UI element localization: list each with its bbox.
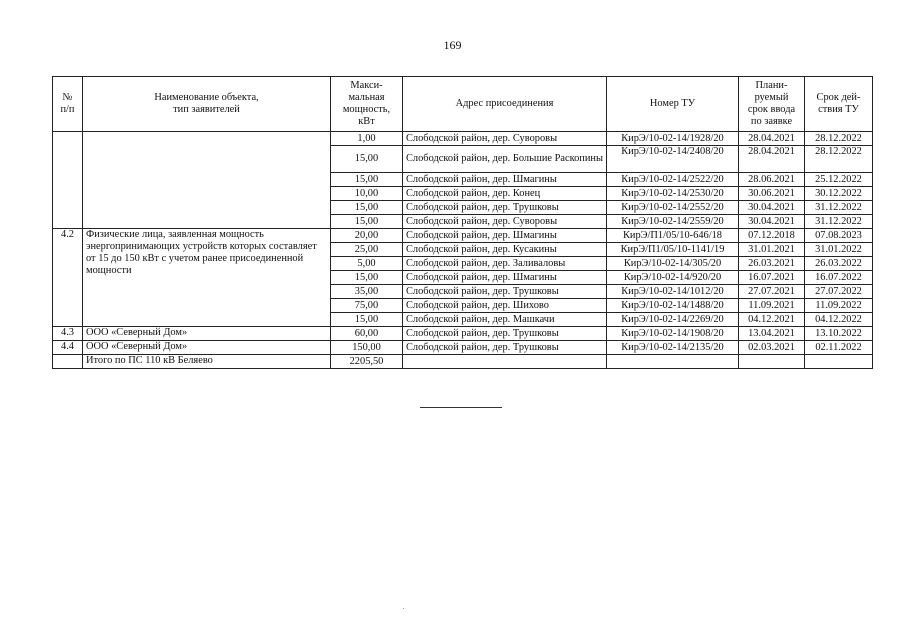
row-num-cell: 4.3 xyxy=(53,327,83,341)
power-cell: 15,00 xyxy=(331,215,403,229)
planned-date-cell: 30.04.2021 xyxy=(739,201,805,215)
tu-number-cell: КирЭ/10-02-14/2559/20 xyxy=(607,215,739,229)
header-planned-date: Плани- руемый срок ввода по заявке xyxy=(739,77,805,132)
validity-cell: 28.12.2022 xyxy=(805,146,873,173)
total-num-cell xyxy=(53,355,83,369)
address-cell: Слободской район, дер. Заливаловы xyxy=(403,257,607,271)
validity-cell: 26.03.2022 xyxy=(805,257,873,271)
page-number: 169 xyxy=(443,38,462,52)
validity-cell: 25.12.2022 xyxy=(805,173,873,187)
planned-date-cell: 07.12.2018 xyxy=(739,229,805,243)
total-validity-cell xyxy=(805,355,873,369)
row-num-cell: 4.2 xyxy=(53,229,83,327)
address-cell: Слободской район, дер. Большие Раскопины xyxy=(403,146,607,173)
validity-cell: 31.12.2022 xyxy=(805,215,873,229)
planned-date-cell: 27.07.2021 xyxy=(739,285,805,299)
address-cell: Слободской район, дер. Суворовы xyxy=(403,215,607,229)
address-cell: Слободской район, дер. Кусакины xyxy=(403,243,607,257)
power-cell: 15,00 xyxy=(331,173,403,187)
planned-date-cell: 16.07.2021 xyxy=(739,271,805,285)
validity-cell: 16.07.2022 xyxy=(805,271,873,285)
header-validity: Срок дей- ствия ТУ xyxy=(805,77,873,132)
power-cell: 25,00 xyxy=(331,243,403,257)
power-cell: 150,00 xyxy=(331,341,403,355)
tu-number-cell: КирЭ/П1/05/10-1141/19 xyxy=(607,243,739,257)
power-cell: 10,00 xyxy=(331,187,403,201)
power-cell: 60,00 xyxy=(331,327,403,341)
table-header-row xyxy=(53,77,873,132)
power-cell: 15,00 xyxy=(331,201,403,215)
address-cell: Слободской район, дер. Суворовы xyxy=(403,132,607,146)
power-cell: 5,00 xyxy=(331,257,403,271)
tu-number-cell: КирЭ/10-02-14/1012/20 xyxy=(607,285,739,299)
planned-date-cell: 28.04.2021 xyxy=(739,146,805,173)
tu-number-cell: КирЭ/10-02-14/2552/20 xyxy=(607,201,739,215)
power-cell: 15,00 xyxy=(331,146,403,173)
total-tu-cell xyxy=(607,355,739,369)
total-power: 2205,50 xyxy=(331,355,403,369)
tu-number-cell: КирЭ/10-02-14/2135/20 xyxy=(607,341,739,355)
header-tu-number: Номер ТУ xyxy=(607,77,739,132)
total-planned-cell xyxy=(739,355,805,369)
header-name: Наименование объекта, тип заявителей xyxy=(83,77,331,132)
power-cell: 20,00 xyxy=(331,229,403,243)
total-address-cell xyxy=(403,355,607,369)
power-cell: 15,00 xyxy=(331,271,403,285)
table-row xyxy=(53,132,873,146)
total-row xyxy=(53,355,873,369)
tu-number-cell: КирЭ/10-02-14/1928/20 xyxy=(607,132,739,146)
tu-number-cell: КирЭ/10-02-14/2408/20 xyxy=(607,146,739,173)
connections-table xyxy=(52,76,873,369)
tu-number-cell: КирЭ/10-02-14/305/20 xyxy=(607,257,739,271)
planned-date-cell: 13.04.2021 xyxy=(739,327,805,341)
total-label: Итого по ПС 110 кВ Беляево xyxy=(83,355,331,369)
planned-date-cell: 28.04.2021 xyxy=(739,132,805,146)
address-cell: Слободской район, дер. Шихово xyxy=(403,299,607,313)
validity-cell: 28.12.2022 xyxy=(805,132,873,146)
planned-date-cell: 04.12.2021 xyxy=(739,313,805,327)
planned-date-cell: 11.09.2021 xyxy=(739,299,805,313)
header-num: № п/п xyxy=(53,77,83,132)
row-name-cell: ООО «Северный Дом» xyxy=(83,341,331,355)
end-divider-line xyxy=(420,407,502,408)
table-row xyxy=(53,341,873,355)
validity-cell: 07.08.2023 xyxy=(805,229,873,243)
validity-cell: 04.12.2022 xyxy=(805,313,873,327)
table-row xyxy=(53,327,873,341)
table-row xyxy=(53,229,873,243)
address-cell: Слободской район, дер. Машкачи xyxy=(403,313,607,327)
validity-cell: 11.09.2022 xyxy=(805,299,873,313)
header-address: Адрес присоединения xyxy=(403,77,607,132)
tu-number-cell: КирЭ/10-02-14/920/20 xyxy=(607,271,739,285)
address-cell: Слободской район, дер. Трушковы xyxy=(403,327,607,341)
row-name-cell: ООО «Северный Дом» xyxy=(83,327,331,341)
tu-number-cell: КирЭ/10-02-14/1908/20 xyxy=(607,327,739,341)
address-cell: Слободской район, дер. Шмагины xyxy=(403,229,607,243)
planned-date-cell: 28.06.2021 xyxy=(739,173,805,187)
address-cell: Слободской район, дер. Шмагины xyxy=(403,271,607,285)
power-cell: 75,00 xyxy=(331,299,403,313)
power-cell: 35,00 xyxy=(331,285,403,299)
planned-date-cell: 30.04.2021 xyxy=(739,215,805,229)
planned-date-cell: 30.06.2021 xyxy=(739,187,805,201)
power-cell: 15,00 xyxy=(331,313,403,327)
address-cell: Слободской район, дер. Трушковы xyxy=(403,285,607,299)
row-name-cell xyxy=(83,132,331,229)
address-cell: Слободской район, дер. Шмагины xyxy=(403,173,607,187)
scan-speck xyxy=(403,608,404,609)
validity-cell: 13.10.2022 xyxy=(805,327,873,341)
planned-date-cell: 26.03.2021 xyxy=(739,257,805,271)
tu-number-cell: КирЭ/10-02-14/2269/20 xyxy=(607,313,739,327)
validity-cell: 27.07.2022 xyxy=(805,285,873,299)
row-num-cell: 4.4 xyxy=(53,341,83,355)
tu-number-cell: КирЭ/10-02-14/1488/20 xyxy=(607,299,739,313)
planned-date-cell: 31.01.2021 xyxy=(739,243,805,257)
validity-cell: 30.12.2022 xyxy=(805,187,873,201)
validity-cell: 02.11.2022 xyxy=(805,341,873,355)
row-num-cell xyxy=(53,132,83,229)
address-cell: Слободской район, дер. Трушковы xyxy=(403,201,607,215)
header-power: Макси- мальная мощность, кВт xyxy=(331,77,403,132)
validity-cell: 31.12.2022 xyxy=(805,201,873,215)
tu-number-cell: КирЭ/10-02-14/2522/20 xyxy=(607,173,739,187)
tu-number-cell: КирЭ/10-02-14/2530/20 xyxy=(607,187,739,201)
planned-date-cell: 02.03.2021 xyxy=(739,341,805,355)
address-cell: Слободской район, дер. Конец xyxy=(403,187,607,201)
row-name-cell: Физические лица, заявленная мощность энергопринимающих устройств которых составляет от 15 до 150 кВт с учетом ранее присоединенной мощности xyxy=(83,229,331,327)
address-cell: Слободской район, дер. Трушковы xyxy=(403,341,607,355)
tu-number-cell: КирЭ/П1/05/10-646/18 xyxy=(607,229,739,243)
validity-cell: 31.01.2022 xyxy=(805,243,873,257)
power-cell: 1,00 xyxy=(331,132,403,146)
